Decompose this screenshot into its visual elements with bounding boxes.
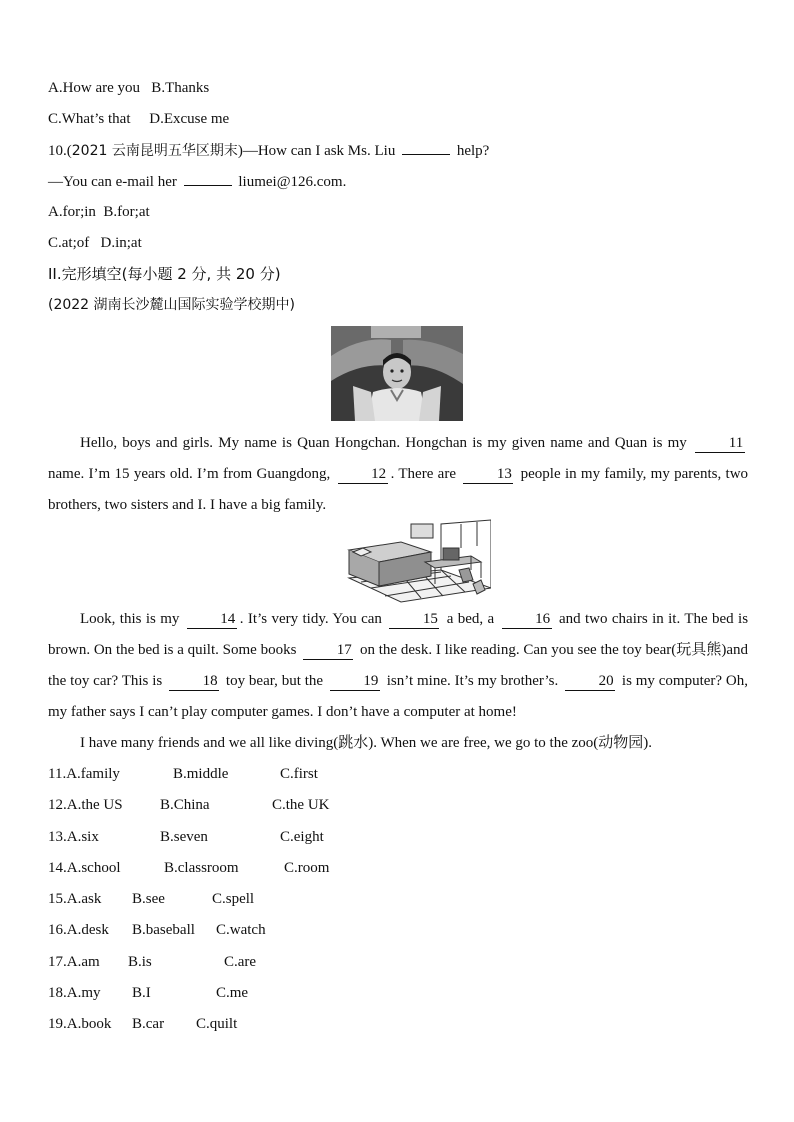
q10-number: 10.( xyxy=(48,143,72,159)
option-c: C.eight xyxy=(280,829,324,845)
option-a: 12.A.the US xyxy=(48,797,123,813)
q10-blank-1 xyxy=(402,140,450,155)
passage-paragraph-3: I have many friends and we all like diving(跳水). When we are free, we go to the zoo(动物园). xyxy=(80,735,653,751)
option-b: B.baseball xyxy=(132,922,195,938)
option-a: 16.A.desk xyxy=(48,922,109,938)
q9-options-line-2: C.What’s that D.Excuse me xyxy=(48,111,230,127)
option-c: C.the UK xyxy=(272,797,330,813)
option-b: B.I xyxy=(132,985,151,1001)
q10-line-2 xyxy=(48,171,346,192)
option-c: C.first xyxy=(280,766,318,782)
section-source: (2022 湖南长沙麓山国际实验学校期中) xyxy=(48,297,296,313)
option-c: C.spell xyxy=(212,891,255,907)
passage-text: . It’s very tidy. You can xyxy=(239,611,382,627)
option-b: B.seven xyxy=(160,829,208,845)
bedroom-illustration xyxy=(341,518,491,604)
blank-13: 13 xyxy=(463,465,513,484)
blank-20: 20 xyxy=(565,672,615,691)
diver-photo xyxy=(331,326,463,421)
q10-line2-text-a: —You can e-mail her xyxy=(48,174,177,190)
blank-14: 14 xyxy=(187,610,237,629)
q10-stem xyxy=(48,140,489,161)
passage-text: isn’t mine. It’s my brother’s. xyxy=(386,673,559,689)
option-c: C.me xyxy=(216,985,249,1001)
option-a: 18.A.my xyxy=(48,985,101,1001)
passage-text: Hello, boys and girls. My name is Quan Hongchan. Hongchan is my given name and Quan is my xyxy=(80,435,687,451)
blank-16: 16 xyxy=(502,610,552,629)
passage-text: Look, this is my xyxy=(80,611,180,627)
q10-options-line-1: A.for;in B.for;at xyxy=(48,204,150,220)
option-a: 15.A.ask xyxy=(48,891,102,907)
q10-stem-text-b: help? xyxy=(456,143,490,159)
option-b: B.is xyxy=(128,954,152,970)
option-a: 19.A.book xyxy=(48,1016,112,1032)
blank-11: 11 xyxy=(695,434,745,453)
option-a: 13.A.six xyxy=(48,829,99,845)
passage-text: a bed, a xyxy=(446,611,495,627)
q10-options-line-2: C.at;of D.in;at xyxy=(48,235,142,251)
option-b: B.China xyxy=(160,797,210,813)
blank-15: 15 xyxy=(389,610,439,629)
option-c: C.room xyxy=(284,860,330,876)
q9-options-line-1: A.How are you B.Thanks xyxy=(48,80,210,96)
passage-text: toy bear, but the xyxy=(225,673,324,689)
q10-source: 2021 云南昆明五华区期末 xyxy=(71,143,238,159)
option-c: C.watch xyxy=(216,922,266,938)
passage-paragraph-2 xyxy=(48,604,748,728)
option-b: B.see xyxy=(132,891,165,907)
q10-blank-2 xyxy=(184,171,232,186)
passage-text: on the desk. I like reading. Can you see the toy bear(玩具熊)and the toy car? This is xyxy=(48,642,748,689)
option-c: C.quilt xyxy=(196,1016,238,1032)
passage-text: people in my family, my parents, two brothers, two sisters and I. I have a big family. xyxy=(48,466,749,513)
option-a: 14.A.school xyxy=(48,860,121,876)
q10-stem-text-a: )—How can I ask Ms. Liu xyxy=(237,143,396,159)
passage-text: name. I’m 15 years old. I’m from Guangdong, xyxy=(48,466,331,482)
passage-text: and two chairs in it. The bed is brown. On the bed is a quilt. Some books xyxy=(48,611,749,658)
passage-text: is my computer? Oh, my father says I can’t play computer games. I don’t have a computer at home! xyxy=(48,673,749,720)
q10-line2-text-b: liumei@126.com. xyxy=(238,174,347,190)
passage-text: . There are xyxy=(390,466,456,482)
passage-paragraph-1 xyxy=(48,428,748,521)
blank-18: 18 xyxy=(169,672,219,691)
blank-19: 19 xyxy=(330,672,380,691)
option-b: B.car xyxy=(132,1016,165,1032)
blank-17: 17 xyxy=(303,641,353,660)
option-a: 11.A.family xyxy=(48,766,120,782)
option-b: B.classroom xyxy=(164,860,239,876)
section-heading: II.完形填空(每小题 2 分, 共 20 分) xyxy=(48,265,281,283)
blank-12: 12 xyxy=(338,465,388,484)
option-b: B.middle xyxy=(173,766,229,782)
option-a: 17.A.am xyxy=(48,954,100,970)
option-c: C.are xyxy=(224,954,257,970)
